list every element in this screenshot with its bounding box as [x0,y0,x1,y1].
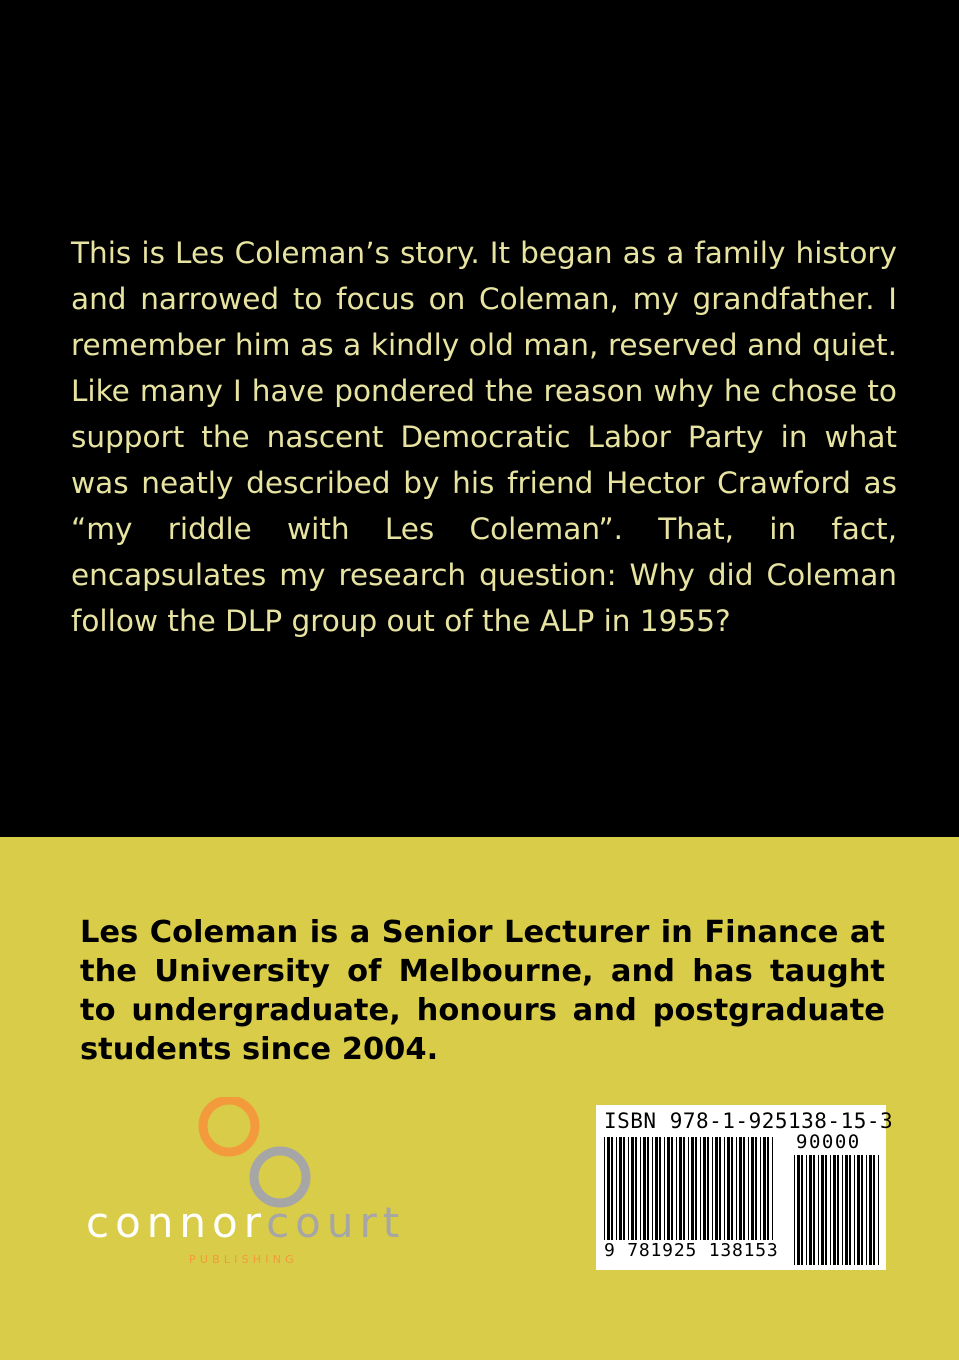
isbn-label: ISBN 978-1-925138-15-3 [604,1109,894,1133]
barcode-bar [794,1155,795,1265]
barcode-bar [842,1155,843,1265]
connor-court-logo [84,1097,444,1277]
barcode-bar [772,1137,773,1253]
barcode-bar [604,1137,605,1253]
barcode-bar [700,1137,701,1253]
author-panel [0,837,959,1360]
barcode-bar [623,1137,625,1253]
barcode-bar [631,1137,634,1253]
logo-grey-ring-icon [254,1151,306,1203]
barcode-bar [640,1137,641,1253]
barcode-bar [727,1137,730,1253]
author-bio: Les Coleman is a Senior Lecturer in Finance at the University of Melbourne, and has taught to undergraduate, honours and postgraduate students since 2004. [80,915,885,1067]
barcode-bar [611,1137,613,1253]
barcode-bar [821,1155,824,1265]
barcode-bar [763,1137,766,1253]
barcode-bar [801,1155,803,1265]
barcode-bar [703,1137,706,1253]
barcode-bar [857,1155,860,1265]
barcode-bar [837,1155,839,1265]
barcode-digits: 9 781925 138153 [604,1240,779,1261]
barcode-bar [695,1137,697,1253]
barcode-bar [647,1137,649,1253]
barcode-bar [616,1137,617,1253]
logo-word-connor: connor [86,1198,267,1247]
barcode-bar [724,1137,725,1253]
barcode-bar [688,1137,689,1253]
barcode-bar [866,1155,867,1265]
svg-text:connorcourt [86,1198,405,1247]
barcode-bar [878,1155,879,1265]
barcode-bar [635,1137,637,1253]
barcode-bar [751,1137,754,1253]
barcode-bar [833,1155,836,1265]
barcode-bar [743,1137,745,1253]
barcode-bar [736,1137,737,1253]
barcode-bar [797,1155,800,1265]
barcode-bar [671,1137,673,1253]
barcode-bar [628,1137,629,1253]
barcode-bar [731,1137,733,1253]
barcode-bar [854,1155,855,1265]
barcode-bar [691,1137,694,1253]
price-code: 90000 [796,1131,861,1153]
barcode-bar [667,1137,670,1253]
barcode-bar [830,1155,831,1265]
barcode-bar [679,1137,682,1253]
barcode-bar [739,1137,742,1253]
barcode-bar [825,1155,827,1265]
logo-orange-ring-icon [203,1100,255,1152]
barcode-bar [707,1137,709,1253]
barcode-bar [655,1137,658,1253]
barcode-bar [869,1155,872,1265]
book-blurb: This is Les Coleman’s story. It began as a family history and narrowed to focus on Coleman, my grandfather. I remember him as a kindly old man, reserved and quiet. Like many I have pondered the reason why he chose to support the nascent Democratic Labor Party in what was neatly described by his friend Hector Crawford as “my riddle with Les Coleman”. That, in fact, encapsulates my research question: Why did Coleman follow the DLP group out of the ALP in 1955? [71,236,897,638]
barcode-bar [818,1155,819,1265]
barcode-bar [664,1137,665,1253]
barcode-bar [861,1155,863,1265]
barcode-bar [676,1137,677,1253]
barcode-bar [643,1137,646,1253]
barcode-bar [652,1137,653,1253]
isbn-barcode [596,1105,894,1270]
barcode-bar [767,1137,769,1253]
barcode-bar [755,1137,757,1253]
barcode-bar [619,1137,622,1253]
logo-word-court: court [266,1198,406,1247]
barcode-bar [809,1155,812,1265]
barcode-bar [659,1137,661,1253]
barcode-bar [806,1155,807,1265]
barcode-bar [683,1137,685,1253]
barcode-bar [715,1137,718,1253]
barcode-bar [849,1155,851,1265]
logo-tagline: PUBLISHING [189,1253,298,1266]
barcode-bar [607,1137,610,1253]
barcode-bar [712,1137,713,1253]
barcode-bar [813,1155,815,1265]
barcode-bar [845,1155,848,1265]
barcode-bar [719,1137,721,1253]
barcode-bar [760,1137,761,1253]
barcode-bar [873,1155,875,1265]
barcode-bar [748,1137,749,1253]
